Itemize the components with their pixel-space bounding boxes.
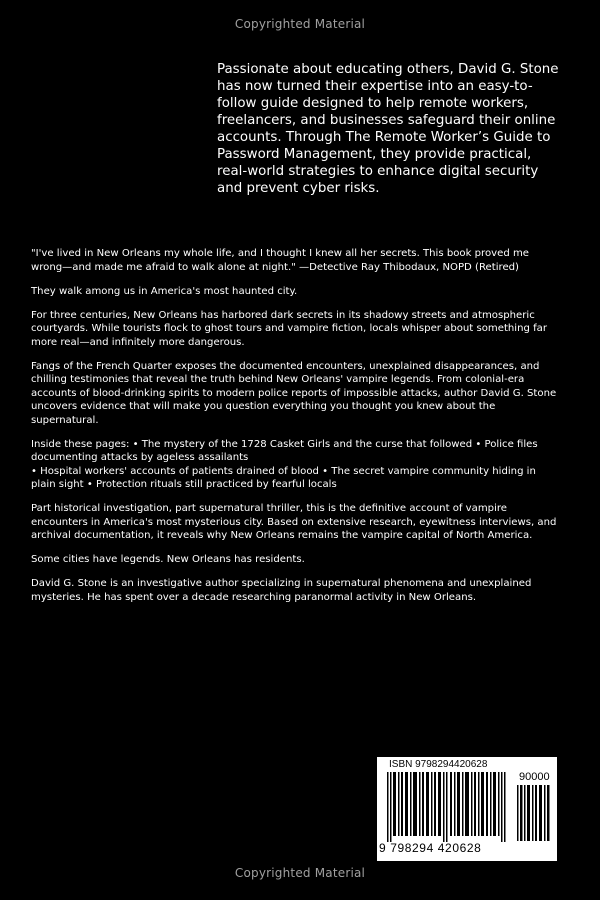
summary-paragraph: Part historical investigation, part supernatural thriller, this is the definitive account of vampire encounters in America's most mysterious city. Based on extensive research, eyewitness interviews, and archival documentation, it reveals why New Orleans remains the vampire capital of North America. (31, 503, 557, 541)
inside-pages-list (31, 438, 561, 492)
price-barcode (517, 785, 551, 841)
author-bio: Passionate about educating others, David G. Stone has now turned their expertise into an easy-to-follow guide designed to help remote workers, freelancers, and businesses safeguard their online accounts. Through The Remote Worker’s Guide to Password Management, they provide practical, real-world strategies to enhance digital security and prevent cyber risks. (217, 62, 559, 196)
review-quote: "I've lived in New Orleans my whole life, and I thought I knew all her secrets. This book proved me wrong—and made me afraid to walk alone at night." —Detective Ray Thibodaux, NOPD (Retired) (31, 248, 529, 273)
copyright-watermark-bottom: Copyrighted Material (234, 866, 366, 880)
ean-barcode (383, 772, 515, 842)
overview-paragraph: Fangs of the French Quarter exposes the documented encounters, unexplained disappearances, and chilling testimonies that reveal the truth behind New Orleans' vampire legends. From colonial-era accounts of blood-drinking spirits to modern police reports of impossible attacks, author David G. Stone uncovers evidence that will make you question everything you thought you knew about the supernatural. (31, 360, 557, 426)
inside-pages-line-1: Inside these pages: • The mystery of the 1728 Casket Girls and the curse that followed • Police files documenting attacks by ageless assailants (31, 438, 538, 463)
about-author: David G. Stone is an investigative author specializing in supernatural phenomena and unexplained mysteries. He has spent over a decade researching paranormal activity in New Orleans. (31, 578, 532, 603)
isbn-label: ISBN 9798294420628 (389, 759, 488, 770)
intro-paragraph: For three centuries, New Orleans has harbored dark secrets in its shadowy streets and atmospheric courtyards. While tourists flock to ghost tours and vampire fiction, locals whisper about something far more real—and infinitely more dangerous. (31, 309, 548, 348)
inside-pages-line-2: • Hospital workers' accounts of patients drained of blood • The secret vampire community hiding in plain sight • Protection rituals still practiced by fearful locals (31, 465, 536, 490)
isbn-digits: 9 798294 420628 (379, 841, 482, 855)
closing-line: Some cities have legends. New Orleans has residents. (31, 554, 305, 565)
book-description (31, 247, 561, 615)
copyright-watermark-top: Copyrighted Material (234, 17, 366, 31)
price-code: 90000 (519, 771, 550, 783)
tagline: They walk among us in America's most haunted city. (31, 285, 298, 297)
isbn-barcode-box (377, 757, 557, 861)
